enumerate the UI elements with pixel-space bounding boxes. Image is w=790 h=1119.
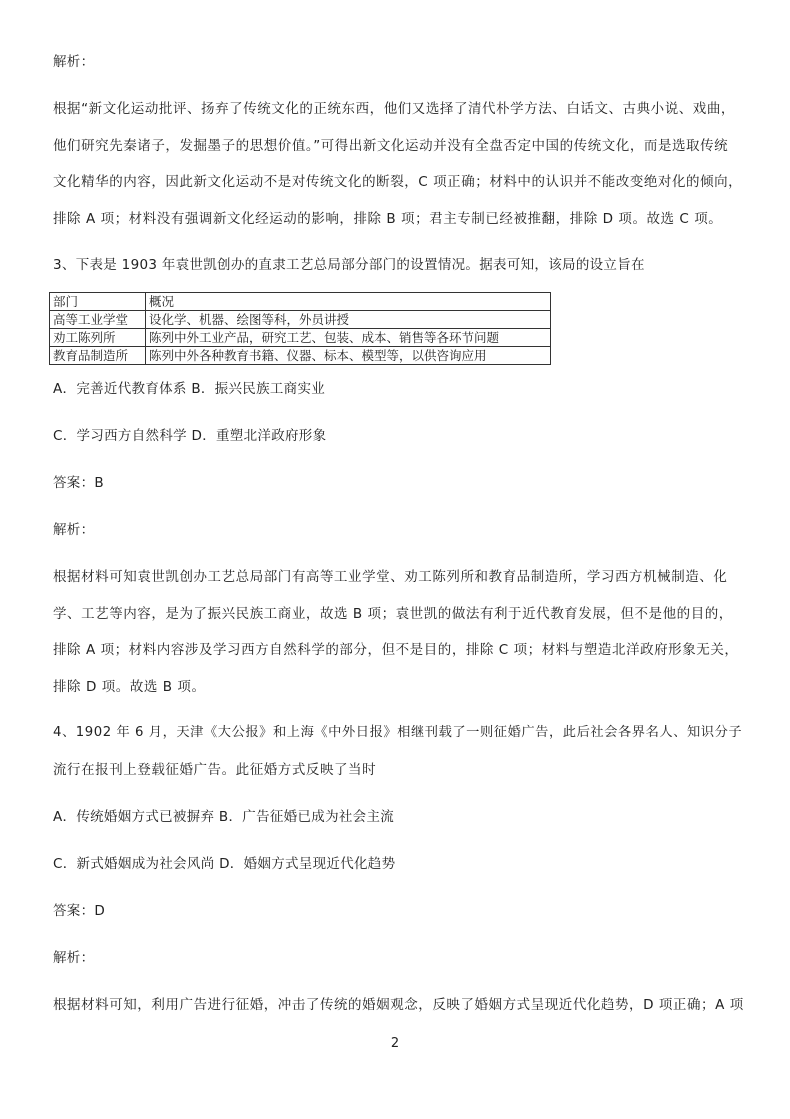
analysis-line: 学、工艺等内容，是为了振兴民族工商业，故选 B 项；袁世凯的做法有利于近代教育发展，但不是他的目的， <box>53 606 733 622</box>
table-header-cell: 概况 <box>146 293 551 311</box>
analysis-line: 排除 A 项；材料内容涉及学习西方自然科学的部分，但不是目的，排除 C 项；材料与塑造北洋政府形象无关， <box>53 642 739 658</box>
table-row <box>50 311 551 329</box>
analysis-label: 解析： <box>53 950 95 966</box>
table-cell: 陈列中外工业产品，研究工艺、包装、成本、销售等各环节问题 <box>146 329 551 347</box>
table-cell: 高等工业学堂 <box>50 311 146 329</box>
question-3-stem: 3、下表是 1903 年袁世凯创办的直隶工艺总局部分部门的设置情况。据表可知，该局的设立旨在 <box>53 257 645 273</box>
table-cell: 教育品制造所 <box>50 347 146 365</box>
analysis-line: 根据材料可知袁世凯创办工艺总局部门有高等工业学堂、劝工陈列所和教育品制造所，学习西方机械制造、化 <box>53 569 728 585</box>
department-table <box>49 292 551 365</box>
table-cell: 设化学、机器、绘图等科，外员讲授 <box>146 311 551 329</box>
table-row <box>50 329 551 347</box>
table-cell: 陈列中外各种教育书籍、仪器、标本、模型等，以供咨询应用 <box>146 347 551 365</box>
question-4-stem: 流行在报刊上登载征婚广告。此征婚方式反映了当时 <box>53 762 377 778</box>
question-3-answer: 答案：B <box>53 475 104 491</box>
question-4-options-ab: A．传统婚姻方式已被摒弃 B．广告征婚已成为社会主流 <box>53 809 395 825</box>
table-header-cell: 部门 <box>50 293 146 311</box>
question-3-options-cd: C．学习西方自然科学 D．重塑北洋政府形象 <box>53 428 327 444</box>
question-3-options-ab: A．完善近代教育体系 B．振兴民族工商实业 <box>53 381 326 397</box>
question-4-options-cd: C．新式婚姻成为社会风尚 D．婚姻方式呈现近代化趋势 <box>53 856 396 872</box>
question-4-stem: 4、1902 年 6 月，天津《大公报》和上海《中外日报》相继刊载了一则征婚广告，此后社会各界名人、知识分子 <box>53 725 743 740</box>
analysis-line: 排除 D 项。故选 B 项。 <box>53 679 206 695</box>
table-row <box>50 347 551 365</box>
analysis-line: 根据“新文化运动批评、扬弃了传统文化的正统东西，他们又选择了清代朴学方法、白话文、古典小说、戏曲， <box>53 101 735 117</box>
table-cell: 劝工陈列所 <box>50 329 146 347</box>
analysis-line: 他们研究先秦诸子，发掘墨子的思想价值。”可得出新文化运动并没有全盘否定中国的传统文化，而是选取传统 <box>53 138 729 154</box>
question-4-answer: 答案：D <box>53 903 106 919</box>
page-number: 2 <box>390 1036 400 1051</box>
analysis-label: 解析： <box>53 522 95 538</box>
analysis-line: 排除 A 项；材料没有强调新文化经运动的影响，排除 B 项；君主专制已经被推翻，排除 D 项。故选 C 项。 <box>53 211 723 227</box>
analysis-line: 根据材料可知，利用广告进行征婚，冲击了传统的婚姻观念，反映了婚姻方式呈现近代化趋势，D 项正确；A 项 <box>53 997 744 1013</box>
table-header-row <box>50 293 551 311</box>
analysis-label: 解析： <box>53 54 95 70</box>
analysis-line: 文化精华的内容，因此新文化运动不是对传统文化的断裂，C 项正确；材料中的认识并不能改变绝对化的倾向， <box>53 174 743 190</box>
